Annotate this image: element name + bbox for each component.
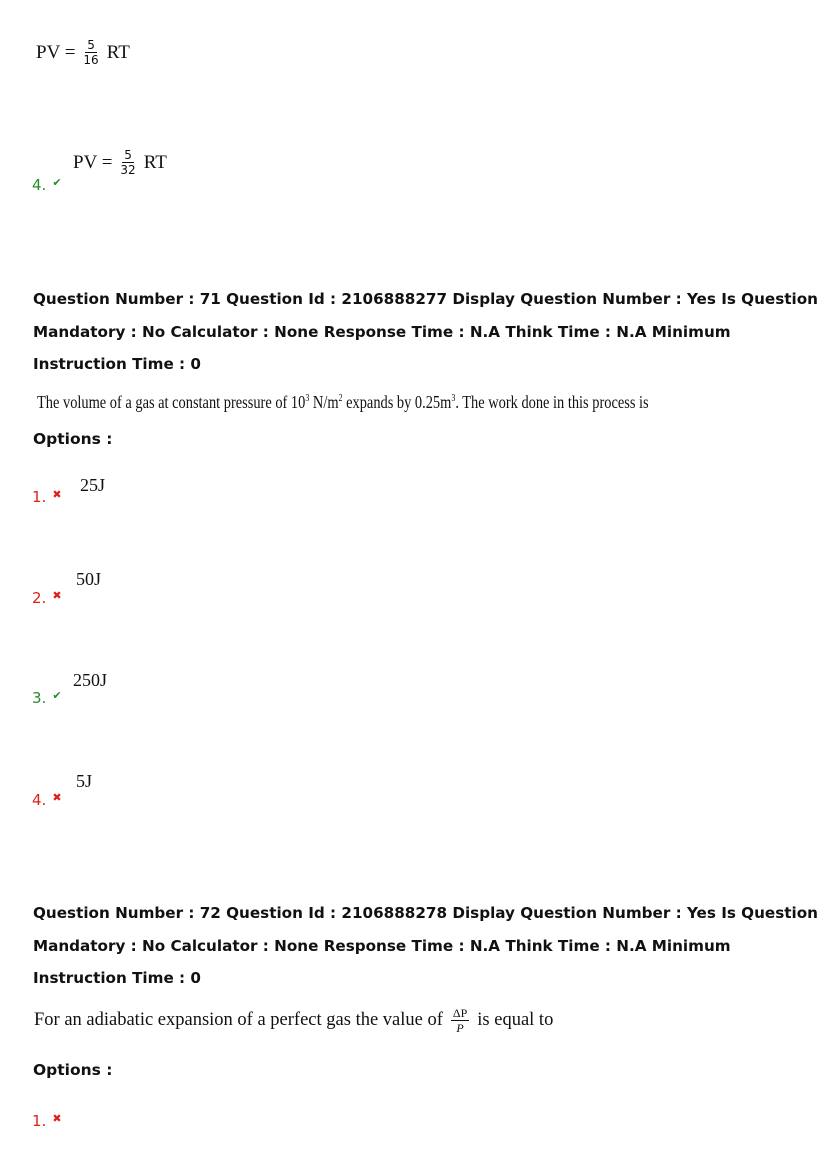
option-1 bbox=[32, 1112, 62, 1130]
option-1 bbox=[32, 488, 62, 506]
cross-icon: ✖ bbox=[52, 488, 62, 501]
option-number: 4. bbox=[32, 791, 47, 809]
question-71-text bbox=[37, 392, 649, 413]
fraction bbox=[120, 148, 135, 177]
text: N/m bbox=[309, 392, 339, 412]
text: For an adiabatic expansion of a perfect gas the value of bbox=[34, 1010, 443, 1030]
superscript: 3 bbox=[305, 393, 310, 404]
option-number: 3. bbox=[32, 689, 47, 707]
text: . The work done in this process is bbox=[455, 392, 649, 412]
prev-option-4 bbox=[32, 176, 62, 194]
check-icon: ✔ bbox=[52, 176, 62, 189]
option-4 bbox=[32, 791, 62, 809]
numerator: 5 bbox=[124, 148, 132, 162]
question-72-text bbox=[34, 1006, 553, 1035]
formula-lhs: PV = bbox=[73, 151, 113, 173]
formula-lhs: PV = bbox=[36, 41, 76, 63]
option-3 bbox=[32, 689, 62, 707]
cross-icon: ✖ bbox=[52, 1112, 62, 1125]
option-number: 1. bbox=[32, 488, 47, 506]
cross-icon: ✖ bbox=[52, 589, 62, 602]
option-number: 4. bbox=[32, 176, 47, 194]
check-icon: ✔ bbox=[52, 689, 62, 702]
superscript: 3 bbox=[451, 393, 456, 404]
options-label: Options : bbox=[33, 1061, 113, 1079]
formula-rhs: RT bbox=[106, 41, 130, 63]
option-2 bbox=[32, 589, 62, 607]
formula-rhs: RT bbox=[143, 151, 167, 173]
fraction bbox=[83, 38, 98, 67]
prev-option3-formula bbox=[36, 38, 130, 67]
text: The volume of a gas at constant pressure of 10 bbox=[37, 392, 306, 412]
question-71-header: Question Number : 71 Question Id : 2106888277 Display Question Number : Yes Is Question Mandatory : No Calculator : None Response Time : N.A Think Time : N.A Minimum Instruction Time : 0 bbox=[33, 290, 818, 373]
superscript: 2 bbox=[338, 393, 343, 404]
denominator: 32 bbox=[120, 163, 136, 177]
text: is equal to bbox=[477, 1010, 554, 1030]
question-72-header: Question Number : 72 Question Id : 2106888278 Display Question Number : Yes Is Question Mandatory : No Calculator : None Response Time : N.A Think Time : N.A Minimum Instruction Time : 0 bbox=[33, 904, 818, 987]
option-number: 2. bbox=[32, 589, 47, 607]
denominator: P bbox=[456, 1021, 464, 1035]
option-2-value: 50J bbox=[76, 569, 102, 589]
option-1-value: 25J bbox=[80, 475, 106, 495]
prev-option4-formula bbox=[73, 148, 167, 177]
fraction bbox=[451, 1006, 469, 1035]
text: expands by 0.25m bbox=[342, 392, 452, 412]
denominator: 16 bbox=[83, 53, 99, 67]
numerator: 5 bbox=[87, 38, 95, 52]
cross-icon: ✖ bbox=[52, 791, 62, 804]
numerator: ΔP bbox=[452, 1006, 468, 1020]
option-4-value: 5J bbox=[76, 771, 93, 791]
options-label: Options : bbox=[33, 430, 113, 448]
option-3-value: 250J bbox=[73, 670, 108, 690]
option-number: 1. bbox=[32, 1112, 47, 1130]
